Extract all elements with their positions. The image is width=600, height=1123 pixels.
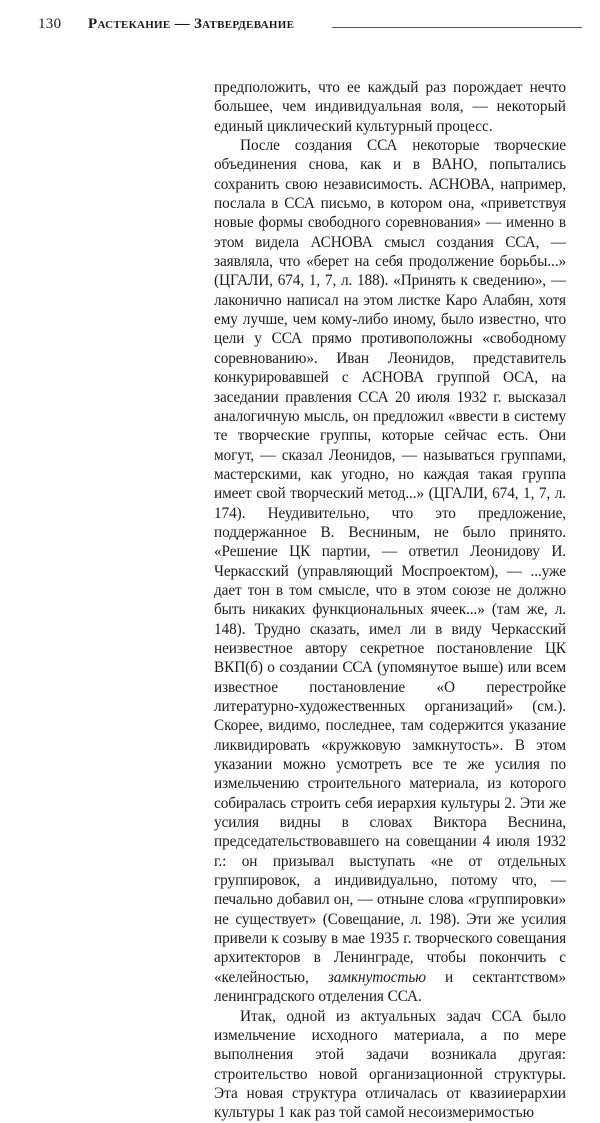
paragraph-ssa-history: После создания ССА некоторые творческие объединения снова, как и в ВАНО, попытались сохранить свою независимость. АСНОВА, например, послала в ССА письмо, в котором она, «приветствуя новые формы свободного соревнования» — именно в этом видела АСНОВА смысл создания ССА, — заявляла, что «берет на себя продолжение борьбы...» (ЦГАЛИ, 674, 1, 7, л. 188). «Принять к сведению», — лаконично написал на этом листке Каро Алабян, хотя ему лучше, чем кому-либо иному, было известно, что цели у ССА прямо противоположны «свободному соревнованию». Иван Леонидов, представитель конкурировавшей с АСНОВА группой ОСА, на заседании правления ССА 20 июля 1932 г. высказал аналогичную мысль, он предложил «ввести в систему те творческие группы, которые сейчас есть. Они могут, — сказал Леонидов, — называться группами, мастерскими, как угодно, но каждая такая группа имеет свой творческий метод...» (ЦГАЛИ, 674, 1, 7, л. 174). Неудивительно, что это предложение, поддержанное В. Весниным, не было принято. «Решение ЦК партии, — ответил Леонидову И. Черкасский (управляющий Моспроектом), — ...уже дает тон в том смысле, что в этом союзе не должно быть никаких функциональных ячеек...» (там же, л. 148). Трудно сказать, имел ли в виду Черкасский неизвестное автору секретное постановление ЦК ВКП(б) о создании ССА (упомянутое выше) или всем известное постановление «О перестройке литературно-художественных организаций» (см.). Скорее, видимо, последнее, там содержится указание ликвидировать «кружковую замкнутость». В этом указании можно усмотреть все те же усилия по измельчению строительного материала, из которого собиралась строить себя иерархия культуры 2. Эти же усилия видны в словах Виктора Веснина, председательствовавшего на совещании 4 июля 1932 г.: он призывал выступать «не от отдельных группировок, а индивидуально, потому что, — печально добавил он, — отныне слова «группировки» не существует» (Совещание, л. 198). Эти же усилия привели к созыву в мае 1935 г. творческого совещания архитекторов в Ленинграде, чтобы покончить с «келейностью, замкнутостью и сектантством» ленинградского отделения ССА.: [214, 137, 566, 1006]
header-rule: [332, 27, 582, 28]
page-number: 130: [38, 16, 62, 32]
running-head: [38, 14, 583, 36]
paragraph-continuation: предположить, что ее каждый раз порождает нечто большее, чем индивидуальная воля, — некоторый единый циклический культурный процесс.: [214, 79, 566, 135]
paragraph-ssa-tasks: Итак, одной из актуальных задач ССА было измельчение исходного материала, а по мере выполнения этой задачи возникала другая: строительство новой организационной структуры. Эта новая структура отличалась от квазииерархии культуры 1 как раз той самой несоизмеримостью: [214, 1007, 566, 1122]
emphasis-zamknutost: замкнутостью: [327, 968, 426, 986]
body-text: [214, 78, 566, 1123]
running-title: Растекание — Затвердевание: [88, 16, 295, 32]
